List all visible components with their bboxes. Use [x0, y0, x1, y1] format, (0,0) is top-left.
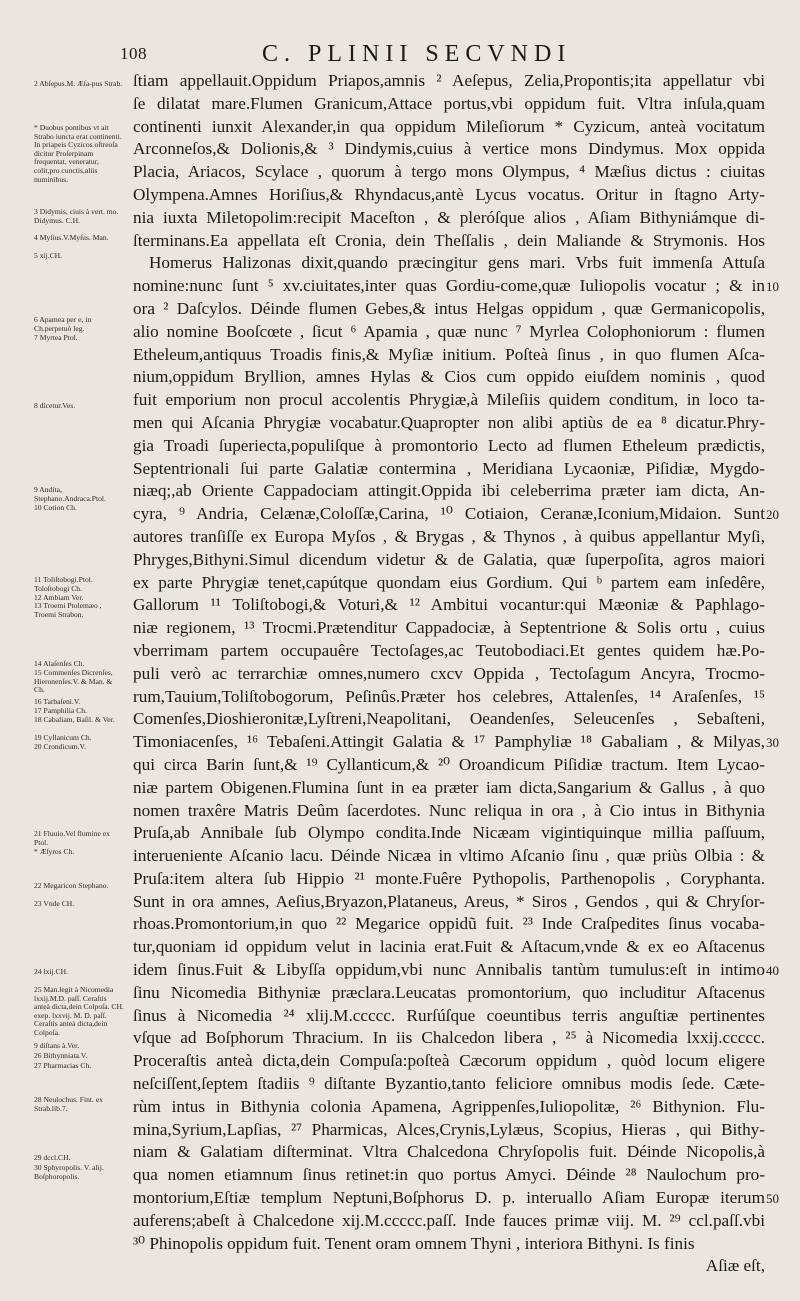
text-line: fuit emporium non procul accolentis Phrygiæ,à Mileſiis quidem conditum, in loco ta-: [133, 390, 765, 410]
margin-note: * Duobus pontibus vt ait Strabo iuncta erat continenti. In priapeis Cyzicos oſtreoſa dicitur Proſerpinam frequentat, veneratur, colit,pro cunctis,aliis numinibus.: [34, 123, 122, 184]
text-line: nia iuxta Miletopolim:recipit Maceſton , & pleróſque alios , Aſiam Bithyniámque di-: [133, 207, 765, 227]
text-line: qui circa Barin ſunt,& ¹⁹ Cyllanticum,& ²⁰ Oroandicum Piſidiæ tractum. Item Lycao-: [133, 754, 765, 774]
text-line: nomine:nunc ſunt ⁵ xv.ciuitates,inter quas Gordiu-come,quæ Iuliopolis vocatur ; & in: [133, 276, 765, 296]
text-line: nium,oppidum Bryllion, amnes Hylas & Cios cum oppido eiuſdem nominis , quod: [133, 367, 765, 387]
margin-note: 10 Cotion Ch.: [34, 503, 77, 512]
margin-note: 9 Andita, Stephano.Andraca.Ptol.: [34, 485, 106, 503]
line-number: 40: [766, 963, 779, 979]
margin-note: 24 lxij.CH.: [34, 967, 68, 976]
margin-note: 23 Vnde CH.: [34, 899, 75, 908]
text-line: ³⁰ Phinopolis oppidum fuit. Tenent oram omnem Thyni , interiora Bithyni. Is finis: [133, 1233, 695, 1253]
text-line: Phryges,Bithyni.Simul dicendum videtur & de Galatia, quæ ſuperpoſita, agros maiori: [133, 549, 765, 569]
text-line: vſque ad Boſphorum Thracium. In iis Chalcedon libera , ²⁵ à Nicomedia lxxij.ccccc.: [133, 1028, 765, 1048]
main-text: [133, 70, 765, 1278]
text-line: idem ſinus.Fuit & Libyſſa oppidum,vbi nunc Annibalis tantùm tumulus:eſt in intimo: [133, 960, 765, 980]
margin-note: 16 Tarbaſeni.V.: [34, 697, 81, 706]
margin-note: 9 diſtans à.Ver.: [34, 1041, 80, 1050]
margin-note: * Æſyros Ch.: [34, 847, 75, 856]
text-line: Pruſa,ab Annibale ſub Olympo condita.Inde Nicæam vigintiquinque millia paſſuum,: [133, 823, 765, 843]
margin-note: 2 Abſepus.M. Æſa-pus Strab.: [34, 79, 123, 88]
margin-note: 8 dicetur.Ves.: [34, 401, 76, 410]
margin-note: 20 Crondicum.V.: [34, 742, 86, 751]
margin-note: 3 Didymis, ciuis à vert. mo. Didymus. C.H.: [34, 207, 119, 225]
text-line: ſe dilatat mare.Flumen Granicum,Attace portus,vbi oppidum fuit. Vltra inſula,quam: [133, 93, 765, 113]
text-line: ex parte Phrygiæ tenet,capútque quondam eius Gordium. Qui ᵇ partem eam inſedêre,: [133, 572, 765, 592]
text-line: Homerus Halizonas dixit,quando præcingitur gens mari. Vrbs fuit immenſa Attuſa: [149, 253, 765, 273]
text-line: tur,quoniam id oppidum velut in lacinia erat.Fuit & Aſtacum,vnde & ex eo Aſtacenus: [133, 937, 765, 957]
text-line: ſinus à Nicomedia ²⁴ xlij.M.ccccc. Rurſúſque coeuntibus terris anguſtiæ pertinentes: [133, 1005, 765, 1025]
text-line: puli verò ac terrarchiæ omnes,numero cxcv Oppida , Tectoſagum Ancyra, Trocmo-: [133, 663, 765, 683]
text-line: Proceraſtis anteà dicta,dein Compuſa:poſteà Cæcorum oppidum , quòd locum eligere: [133, 1051, 765, 1071]
line-number: 50: [766, 1191, 779, 1207]
margin-note: 18 Cabaliam, Baſil. & Ver.: [34, 715, 115, 724]
text-line: ſtiam appellauit.Oppidum Priapos,amnis ² Aeſepus, Zelia,Propontis;ita appellatur vbi: [133, 71, 765, 90]
text-line: ora ² Daſcylos. Déinde flumen Gebes,& intus Helgas oppidum , quæ Germanicopolis,: [133, 298, 765, 318]
text-line: auferens;abeſt à Chalcedone xij.M.ccccc.paſſ. Inde fauces primæ viij. M. ²⁹ ccl.paſſ.vbi: [133, 1210, 765, 1230]
text-line: interueniente Aſcanio lacu. Déinde Nicæa in vltimo Aſcanio ſinu , quæ priùs Olbia : &: [133, 846, 765, 866]
margin-note: 21 Fluuio.Vel flumine ex Ptol.: [34, 829, 110, 847]
text-line: Sunt in ora amnes, Aeſius,Bryazon,Plataneus, Areus, * Siros , Gendos , qui & Chryſor-: [133, 891, 765, 911]
margin-note: 7 Myrtea Ptol.: [34, 333, 78, 342]
text-line: Gallorum ¹¹ Toliſtobogi,& Voturi,& ¹² Ambitui vocantur:qui Mæoniæ & Paphlago-: [133, 595, 765, 615]
text-line: niæ partem Obigenen.Flumina ſunt in ea præter iam dicta,Sangarium & Gallus , à quo: [133, 777, 765, 797]
text-line: Aſiæ eſt,: [705, 1256, 765, 1276]
text-line: alio nomine Booſcœte , ſicut ⁶ Apamia , quæ nunc ⁷ Myrlea Colophoniorum : flumen: [133, 321, 765, 341]
margin-note: 12 Ambiam Ver.: [34, 593, 84, 602]
text-line: cyra, ⁹ Andria, Celænæ,Coloſſæ,Carina, ¹⁰ Cotiaion, Ceranæ,Iconium,Midaion. Sunt: [133, 504, 765, 524]
text-line: Olympena.Amnes Horiſius,& Rhyndacus,antè Lycus vocatus. Oritur in ſtagno Arty-: [133, 184, 765, 204]
text-line: ſinu Nicomedia Bithyniæ præclara.Leucatas promontorium, quo includitur Aſtacenus: [133, 982, 765, 1002]
margin-note: 29 dccl.CH.: [34, 1153, 71, 1162]
margin-note: 11 Toliſtobogi.Ptol. Toloſtobogi Ch.: [34, 575, 93, 593]
margin-note: 28 Neulochus. Fint. ex Strab.lib.7.: [34, 1095, 103, 1113]
text-line: men qui Aſcania Phrygiæ vocabatur.Quapropter non alibi aptiùs de ea ⁸ dicatur.Phry-: [133, 412, 765, 432]
margin-note: 26 Bithynniata.V.: [34, 1051, 88, 1060]
line-number: 20: [766, 507, 779, 523]
text-line: mina,Syrium,Lapſias, ²⁷ Pharmicas, Alces,Crynis,Lylæus, Scopius, Hieras , qui Bithy-: [133, 1119, 765, 1139]
text-line: Comenſes,Dioshieronitæ,Lyſtreni,Neapolitani, Oeandenſes, Seleucenſes , Sebaſteni,: [133, 709, 765, 729]
text-line: neſciſſent,ſeptem ſtadiis ⁹ diſtante Byzantio,tanto feliciore omnibus modis ſede. Cæte-: [133, 1074, 765, 1094]
margin-note: 30 Sphyropolis. V. alij. Boſphoropolis.: [34, 1163, 104, 1181]
text-line: niæ regionem, ¹³ Trocmi.Prætenditur Cappadociæ, à Septentrione & Solis ortu , cuius: [133, 618, 765, 638]
margin-note: 13 Troemi Ptolemæo , Troemi Strabon.: [34, 601, 102, 619]
page-number: 108: [120, 44, 147, 63]
margin-note: 6 Apamea per e, in Ch.perpetuò leg.: [34, 315, 92, 333]
text-line: ſterminans.Ea appellata eſt Cronia, dein Theſſalis , dein Maliande & Strymonis. Hos: [133, 230, 765, 250]
text-line: rhoas.Promontorium,in quo ²² Megarice oppidũ fuit. ²³ Inde Craſpedites ſinus vocaba-: [133, 914, 765, 934]
text-line: montorium,Eſtiæ templum Neptuni,Boſphorus D. p. interuallo Aſiam Europæ iterum: [133, 1188, 765, 1208]
margin-note: 27 Pharmacias Ch.: [34, 1061, 92, 1070]
line-number: 30: [766, 735, 779, 751]
text-line: Septentrionali ſui parte Galatiæ contermina , Meridiana Lycaoniæ, Piſidiæ, Mygdo-: [133, 458, 765, 478]
text-line: Arconneſos,& Dolionis,& ³ Dindymis,cuius à vertice mons Dindymus. Mox oppida: [133, 139, 765, 159]
margin-note: 15 Commenſes Dicrenſes, Hieronenſes.V. & Man. & Ch.: [34, 668, 113, 695]
text-line: niam & Galatiam diſterminat. Vltra Chalcedona Chryſopolis fuit. Déinde Nicopolis,à: [133, 1142, 765, 1162]
margin-note: 25 Man.legit à Nicomedia lxxij.M.D. paſſ. Ceraſtis anteà dicta,dein Colpoſa. CH. exep. lxxvij. M. D. paſſ. Ceraſtis anteà dicta,dein Colpoſa.: [34, 985, 124, 1037]
running-head: C. PLINII SECVNDI: [262, 41, 572, 67]
text-line: Placia, Ariacos, Scylace , quorum à tergo mons Olympus, ⁴ Mæſius dictus : ciuitas: [133, 162, 765, 182]
margin-note: 5 xij.CH.: [34, 251, 63, 260]
margin-note: 19 Cyllanicum Ch.: [34, 733, 92, 742]
text-line: nomen traxêre Matris Deûm ſacerdotes. Nunc reliqua in ora , à Cio intus in Bithynia: [133, 800, 765, 820]
line-number: 10: [766, 279, 779, 295]
text-line: niæq;,ab Oriente Cappadociam attingit.Oppida ibi celeberrima præter iam dicta, An-: [133, 481, 765, 501]
text-line: Timoniacenſes, ¹⁶ Tebaſeni.Attingit Galatia & ¹⁷ Pamphyliæ ¹⁸ Gabaliam , & Milyas,: [133, 732, 765, 752]
margin-note: 4 Myſius.V.Myſus. Man.: [34, 233, 109, 242]
text-line: qua nomen etiamnum ſinus retinet:in quo portus Amyci. Déinde ²⁸ Naulochum pro-: [133, 1165, 765, 1185]
text-line: Pruſa:item altera ſub Hippio ²¹ monte.Fuêre Pythopolis, Parthenopolis , Coryphanta.: [133, 868, 765, 888]
text-line: autores tranſiſſe ex Europa Myſos , & Brygas , & Thynos , à quibus appellantur Myſi,: [133, 526, 765, 546]
text-line: Etheleum,antiquus Troadis finis,& Myſiæ initium. Poſteà ſinus , in quo flumen Aſca-: [133, 344, 765, 364]
text-line: rum,Tauium,Toliſtobogorum, Peſinûs.Præter hos celebres, Attalenſes, ¹⁴ Araſenſes, ¹⁵: [133, 686, 765, 706]
margin-note: 17 Pamphilia Ch.: [34, 706, 87, 715]
text-line: rùm intus in Bithynia colonia Apamena, Agrippenſes,Iuliopolitæ, ²⁶ Bithynion. Flu-: [133, 1096, 765, 1116]
text-line: gia Troadi ſuperiecta,populiſque à promontorio Lecto ad flumen Etheleum prædictis,: [133, 435, 765, 455]
margin-note: 14 Alaſenſes Ch.: [34, 659, 85, 668]
margin-note: 22 Megaricon Stephano.: [34, 881, 109, 890]
text-line: continenti iunxit Alexander,in qua oppidum Mileſiorum * Cyzicum, anteà vocitatum: [133, 116, 765, 136]
text-line: vberrimam partem occupauêre Tectoſages,ac Teutobodiaci.Et gentes quidem hæ.Po-: [133, 640, 765, 660]
